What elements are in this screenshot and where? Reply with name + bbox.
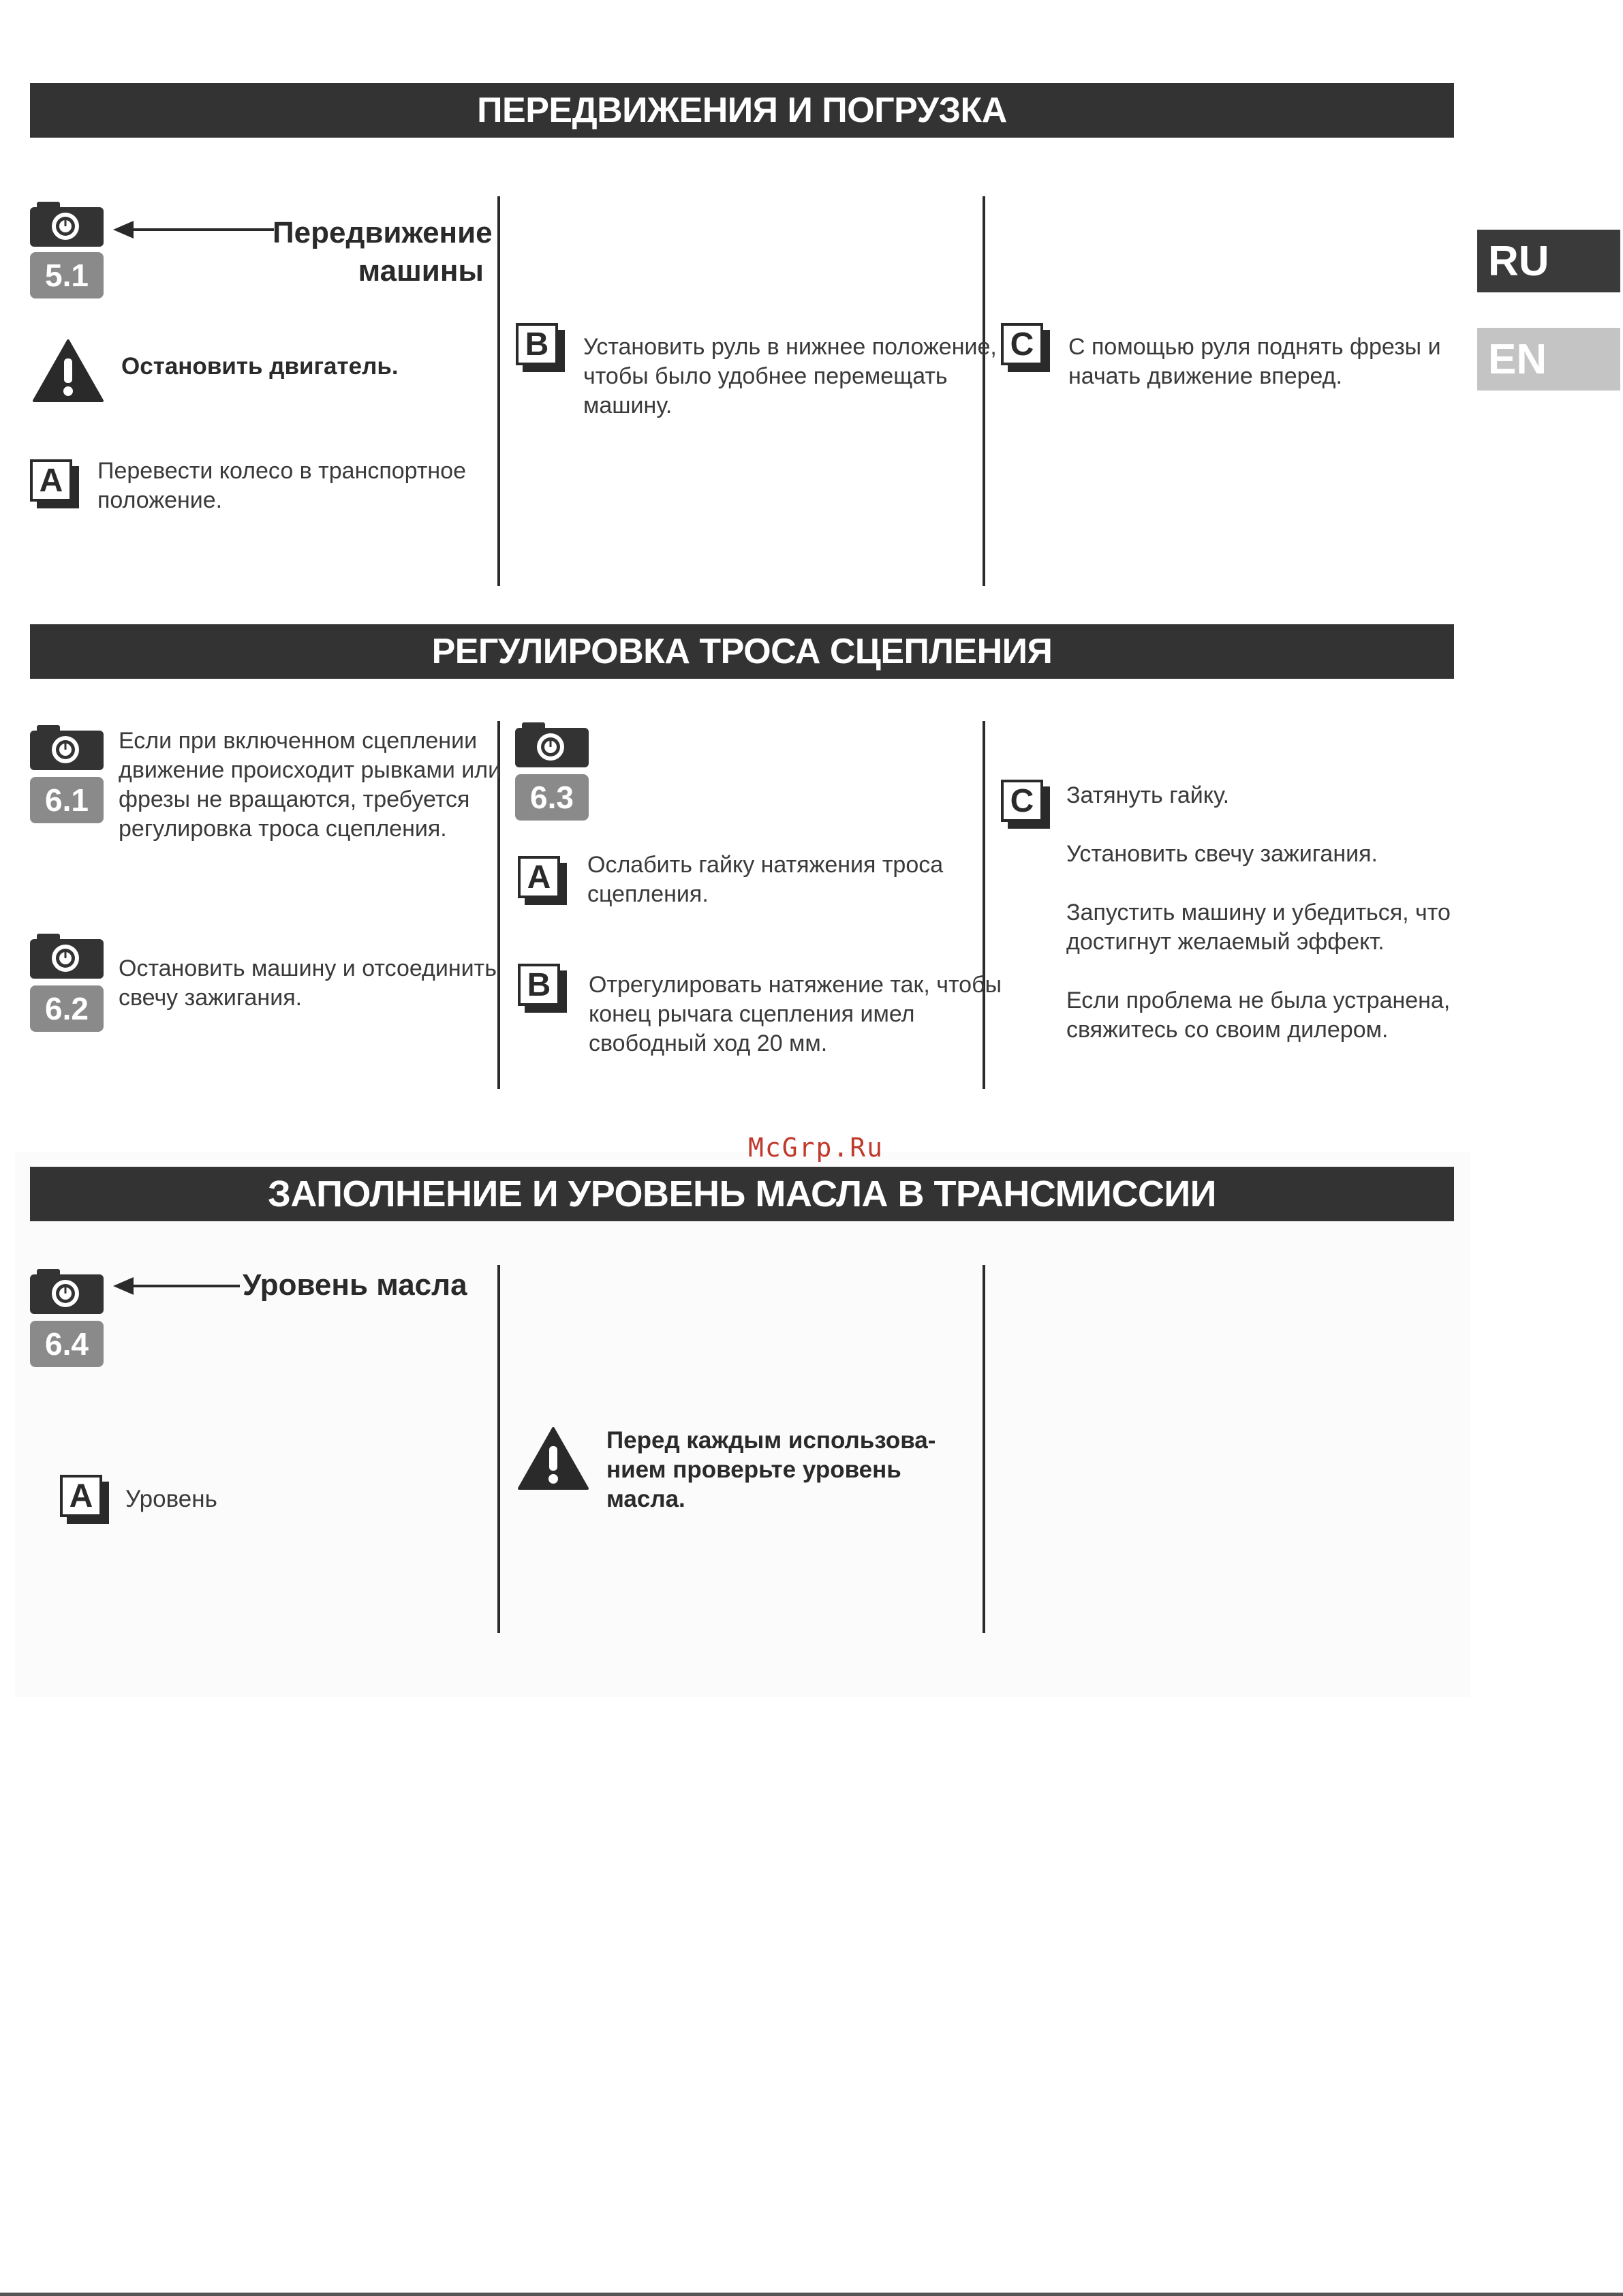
step-text: Запустить машину и убедиться, что <box>1066 900 1451 925</box>
step-text: машину. <box>583 393 673 418</box>
step-text: Установить руль в нижнее положение, <box>583 334 997 360</box>
warning-text: Остановить двигатель. <box>121 353 399 380</box>
step-text: свяжитесь со своим дилером. <box>1066 1017 1389 1043</box>
step-text: Ослабить гайку натяжения троса <box>587 852 944 878</box>
lang-ru-label: RU <box>1488 237 1549 285</box>
step-text: Остановить машину и отсоединить <box>119 955 497 981</box>
step-text: С помощью руля поднять фрезы и <box>1068 334 1441 360</box>
camera-icon <box>30 1269 104 1314</box>
lang-tab-en[interactable] <box>1477 328 1620 391</box>
column-divider <box>497 196 500 586</box>
step-text: конец рычага сцепления имел <box>589 1001 915 1027</box>
step-text: Если при включенном сцеплении <box>119 728 478 754</box>
figure-label-line: Передвижение <box>273 216 493 249</box>
step-letter-a: A <box>30 459 76 506</box>
step-text: свободный ход 20 мм. <box>589 1030 828 1056</box>
page-bottom-rule <box>0 2293 1623 2296</box>
step-text: свечу зажигания. <box>119 985 303 1011</box>
step-letter-a: A <box>60 1475 106 1521</box>
figure-badge: 6.3 <box>515 774 589 821</box>
section-title-oil: ЗАПОЛНЕНИЕ И УРОВЕНЬ МАСЛА В ТРАНСМИССИИ <box>30 1167 1454 1221</box>
arrow-left-icon <box>113 217 274 243</box>
section-background <box>15 1152 1470 1697</box>
figure-badge: 5.1 <box>30 252 104 299</box>
figure-label-line: машины <box>358 254 484 288</box>
figure-badge: 6.2 <box>30 985 104 1032</box>
step-text: положение. <box>97 487 223 513</box>
step-text: Затянуть гайку. <box>1066 782 1230 808</box>
camera-icon <box>30 725 104 770</box>
figure-label: Уровень масла <box>243 1268 467 1302</box>
watermark: McGrp.Ru <box>748 1133 884 1163</box>
step-text: регулировка троса сцепления. <box>119 816 447 842</box>
step-text: чтобы было удобнее перемещать <box>583 363 948 389</box>
column-divider <box>497 1265 500 1633</box>
step-text: Перевести колесо в транспортное <box>97 458 466 484</box>
lang-tab-ru[interactable] <box>1477 230 1620 292</box>
step-letter-c: C <box>1001 323 1047 369</box>
step-letter-a: A <box>518 856 564 902</box>
section-title-transport: ПЕРЕДВИЖЕНИЯ И ПОГРУЗКА <box>30 83 1454 138</box>
warning-text: Перед каждым использова- <box>606 1427 936 1454</box>
arrow-left-icon <box>113 1273 240 1299</box>
step-text: движение происходит рывками или <box>119 757 501 783</box>
camera-icon <box>30 934 104 979</box>
warning-icon <box>33 339 104 402</box>
section-title-clutch: РЕГУЛИРОВКА ТРОСА СЦЕПЛЕНИЯ <box>30 624 1454 679</box>
figure-badge: 6.4 <box>30 1321 104 1367</box>
step-text: Уровень <box>125 1486 217 1512</box>
step-text: достигнут желаемый эффект. <box>1066 929 1385 955</box>
lang-en-label: EN <box>1488 335 1547 383</box>
step-text: фрезы не вращаются, требуется <box>119 786 470 812</box>
column-divider <box>983 1265 985 1633</box>
step-text: Установить свечу зажигания. <box>1066 841 1378 867</box>
camera-icon <box>515 722 589 767</box>
camera-icon <box>30 202 104 247</box>
step-letter-b: B <box>516 323 562 369</box>
step-text: Если проблема не была устранена, <box>1066 988 1451 1013</box>
figure-badge: 6.1 <box>30 777 104 823</box>
warning-text: масла. <box>606 1486 685 1512</box>
step-text: сцепления. <box>587 881 709 907</box>
step-text: начать движение вперед. <box>1068 363 1342 389</box>
warning-icon <box>518 1427 589 1490</box>
step-letter-b: B <box>518 964 564 1010</box>
step-text: Отрегулировать натяжение так, чтобы <box>589 972 1002 998</box>
warning-text: нием проверьте уровень <box>606 1456 901 1483</box>
step-letter-c: C <box>1001 780 1047 826</box>
